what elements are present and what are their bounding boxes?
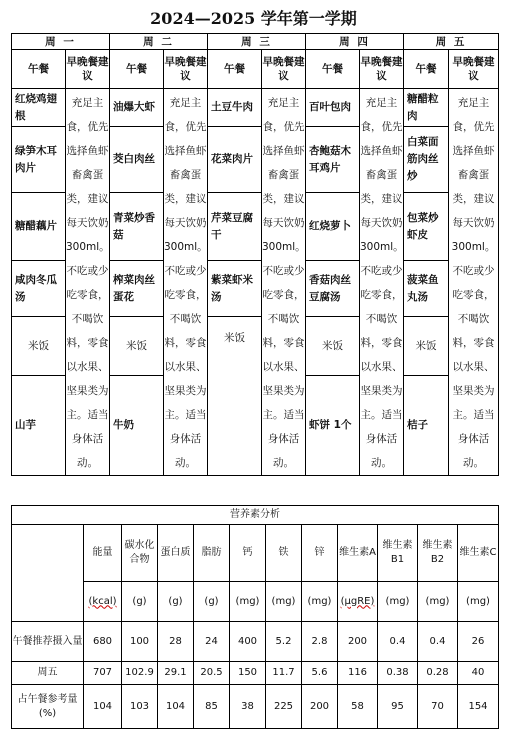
value-cell: 225 bbox=[266, 685, 302, 729]
dish: 芹菜豆腐干 bbox=[208, 193, 262, 261]
value-cell: 200 bbox=[338, 622, 378, 662]
value-cell: 70 bbox=[418, 685, 458, 729]
unit-cell: (μgRE) bbox=[338, 582, 378, 622]
dish-rice: 米饭 bbox=[110, 317, 164, 376]
unit-cell: (mg) bbox=[418, 582, 458, 622]
dish: 桔子 bbox=[404, 376, 449, 476]
dish: 油爆大虾 bbox=[110, 89, 164, 127]
row-label: 周五 bbox=[12, 662, 84, 685]
value-cell: 102.9 bbox=[122, 662, 158, 685]
day-header-row bbox=[12, 34, 499, 50]
unit-cell: (mg) bbox=[458, 582, 499, 622]
dish: 红烧萝卜 bbox=[306, 193, 360, 261]
nutrient-header: 能量 bbox=[84, 525, 122, 582]
meal-header-row bbox=[12, 50, 499, 89]
nutrient-header: 维生素B2 bbox=[418, 525, 458, 582]
value-cell: 85 bbox=[194, 685, 230, 729]
lunch-header: 午餐 bbox=[12, 50, 66, 89]
nutrition-header-row bbox=[12, 525, 499, 582]
day-header-wed: 周 三 bbox=[208, 34, 306, 50]
dish: 紫菜虾米汤 bbox=[208, 261, 262, 317]
dish: 绿笋木耳肉片 bbox=[12, 127, 66, 193]
day-header-fri: 周 五 bbox=[404, 34, 499, 50]
dish: 糖醋粒肉 bbox=[404, 89, 449, 127]
row-label: 午餐推荐摄入量 bbox=[12, 622, 84, 662]
value-cell: 58 bbox=[338, 685, 378, 729]
unit-cell: (g) bbox=[158, 582, 194, 622]
dish: 牛奶 bbox=[110, 376, 164, 476]
value-cell: 26 bbox=[458, 622, 499, 662]
value-cell: 0.4 bbox=[418, 622, 458, 662]
value-cell: 0.28 bbox=[418, 662, 458, 685]
dish-rice: 米饭 bbox=[208, 317, 262, 476]
dinner-advice-header: 早晚餐建议 bbox=[66, 50, 110, 89]
unit-cell: (mg) bbox=[266, 582, 302, 622]
day-header-tue: 周 二 bbox=[110, 34, 208, 50]
value-cell: 0.38 bbox=[378, 662, 418, 685]
dish: 花菜肉片 bbox=[208, 127, 262, 193]
dish-rice: 米饭 bbox=[306, 317, 360, 376]
dish: 咸肉冬瓜汤 bbox=[12, 261, 66, 317]
dish: 土豆牛肉 bbox=[208, 89, 262, 127]
nutrition-caption: 营养素分析 bbox=[12, 506, 499, 525]
value-cell: 11.7 bbox=[266, 662, 302, 685]
dish: 包菜炒虾皮 bbox=[404, 193, 449, 261]
weekly-menu-table bbox=[11, 33, 499, 476]
menu-row bbox=[12, 89, 499, 127]
dish: 糖醋藕片 bbox=[12, 193, 66, 261]
dish: 菠菜鱼丸汤 bbox=[404, 261, 449, 317]
lunch-header: 午餐 bbox=[110, 50, 164, 89]
nutrient-header: 钙 bbox=[230, 525, 266, 582]
value-cell: 2.8 bbox=[302, 622, 338, 662]
value-cell: 116 bbox=[338, 662, 378, 685]
dish: 青菜炒香菇 bbox=[110, 193, 164, 261]
dish: 百叶包肉 bbox=[306, 89, 360, 127]
value-cell: 24 bbox=[194, 622, 230, 662]
nutrient-header: 维生素A bbox=[338, 525, 378, 582]
dinner-advice-header: 早晚餐建议 bbox=[262, 50, 306, 89]
value-cell: 5.2 bbox=[266, 622, 302, 662]
unit-cell: (mg) bbox=[230, 582, 266, 622]
lunch-header: 午餐 bbox=[404, 50, 449, 89]
advice-text: 充足主食，优先选择鱼虾畜禽蛋类，建议每天饮奶300ml。不吃或少吃零食，不喝饮料，零食以水果、坚果类为主。适当身体活动。 bbox=[164, 89, 208, 476]
value-cell: 38 bbox=[230, 685, 266, 729]
value-cell: 104 bbox=[158, 685, 194, 729]
value-cell: 707 bbox=[84, 662, 122, 685]
dish: 白菜面筋肉丝炒 bbox=[404, 127, 449, 193]
dinner-advice-header: 早晚餐建议 bbox=[360, 50, 404, 89]
nutrient-header: 锌 bbox=[302, 525, 338, 582]
value-cell: 200 bbox=[302, 685, 338, 729]
dinner-advice-header: 早晚餐建议 bbox=[449, 50, 499, 89]
unit-cell: (kcal) bbox=[84, 582, 122, 622]
advice-text: 充足主食，优先选择鱼虾畜禽蛋类，建议每天饮奶300ml。不吃或少吃零食，不喝饮料，零食以水果、坚果类为主。适当身体活动。 bbox=[360, 89, 404, 476]
unit-cell: (mg) bbox=[378, 582, 418, 622]
nutrient-header: 维生素B1 bbox=[378, 525, 418, 582]
value-cell: 0.4 bbox=[378, 622, 418, 662]
day-header-thu: 周 四 bbox=[306, 34, 404, 50]
dish: 山芋 bbox=[12, 376, 66, 476]
unit-cell: (mg) bbox=[302, 582, 338, 622]
dish-rice: 米饭 bbox=[12, 317, 66, 376]
day-header-mon: 周 一 bbox=[12, 34, 110, 50]
value-cell: 95 bbox=[378, 685, 418, 729]
value-cell: 154 bbox=[458, 685, 499, 729]
value-cell: 5.6 bbox=[302, 662, 338, 685]
advice-text: 充足主食，优先选择鱼虾畜禽蛋类，建议每天饮奶300ml。不吃或少吃零食，不喝饮料，零食以水果、坚果类为主。适当身体活动。 bbox=[66, 89, 110, 476]
page-title: 2024—2025 学年第一学期 bbox=[150, 9, 357, 28]
nutrient-header: 碳水化合物 bbox=[122, 525, 158, 582]
nutrition-row bbox=[12, 662, 499, 685]
nutrient-header: 蛋白质 bbox=[158, 525, 194, 582]
nutrition-unit-row bbox=[12, 582, 499, 622]
empty-corner bbox=[12, 525, 84, 622]
nutrition-table bbox=[11, 505, 499, 729]
nutrient-header: 铁 bbox=[266, 525, 302, 582]
lunch-header: 午餐 bbox=[306, 50, 360, 89]
value-cell: 40 bbox=[458, 662, 499, 685]
dish: 红烧鸡翅根 bbox=[12, 89, 66, 127]
lunch-header: 午餐 bbox=[208, 50, 262, 89]
value-cell: 104 bbox=[84, 685, 122, 729]
dinner-advice-header: 早晚餐建议 bbox=[164, 50, 208, 89]
value-cell: 20.5 bbox=[194, 662, 230, 685]
nutrition-caption-row bbox=[12, 506, 499, 525]
nutrient-header: 维生素C bbox=[458, 525, 499, 582]
dish-rice: 米饭 bbox=[404, 317, 449, 376]
unit-cell: (g) bbox=[194, 582, 230, 622]
dish: 香菇肉丝豆腐汤 bbox=[306, 261, 360, 317]
dish: 杏鲍菇木耳鸡片 bbox=[306, 127, 360, 193]
advice-text: 充足主食，优先选择鱼虾畜禽蛋类，建议每天饮奶300ml。不吃或少吃零食，不喝饮料，零食以水果、坚果类为主。适当身体活动。 bbox=[262, 89, 306, 476]
nutrition-row bbox=[12, 622, 499, 662]
dish: 虾饼 1个 bbox=[306, 376, 360, 476]
dish: 榨菜肉丝蛋花 bbox=[110, 261, 164, 317]
nutrition-row bbox=[12, 685, 499, 729]
value-cell: 103 bbox=[122, 685, 158, 729]
row-label: 占午餐参考量(%) bbox=[12, 685, 84, 729]
advice-text: 充足主食，优先选择鱼虾畜禽蛋类，建议每天饮奶300ml。不吃或少吃零食，不喝饮料，零食以水果、坚果类为主。适当身体活动。 bbox=[449, 89, 499, 476]
value-cell: 680 bbox=[84, 622, 122, 662]
value-cell: 400 bbox=[230, 622, 266, 662]
value-cell: 28 bbox=[158, 622, 194, 662]
unit-cell: (g) bbox=[122, 582, 158, 622]
value-cell: 100 bbox=[122, 622, 158, 662]
value-cell: 150 bbox=[230, 662, 266, 685]
value-cell: 29.1 bbox=[158, 662, 194, 685]
nutrient-header: 脂肪 bbox=[194, 525, 230, 582]
dish: 茭白肉丝 bbox=[110, 127, 164, 193]
